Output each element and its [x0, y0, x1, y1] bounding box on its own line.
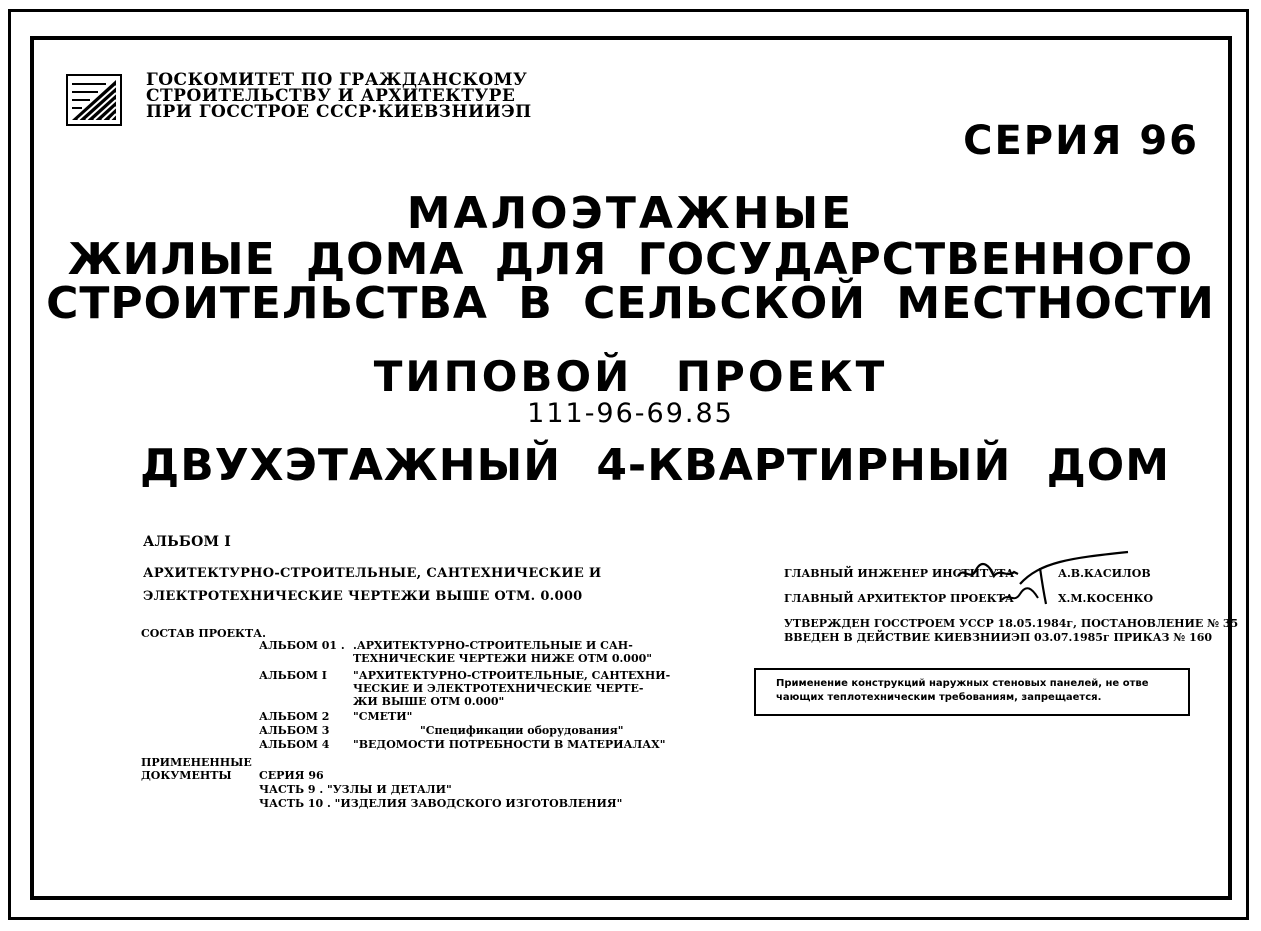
applied-documents-label: ДОКУМЕНТЫ [141, 769, 232, 782]
composition-item-name: АЛЬБОМ I [259, 669, 327, 682]
composition-item-text: "АРХИТЕКТУРНО-СТРОИТЕЛЬНЫЕ, САНТЕХНИ- [353, 669, 671, 682]
title-line-3: СТРОИТЕЛЬСТВА В СЕЛЬСКОЙ МЕСТНОСТИ [46, 278, 1215, 329]
org-line-3: ПРИ ГОССТРОЕ СССР·КИЕВЗНИИЭП [146, 102, 532, 122]
applied-document: СЕРИЯ 96 [259, 769, 324, 782]
project-number: 111-96-69.85 [527, 398, 734, 429]
signature-image [950, 548, 1140, 608]
org-line-1: ГОСКОМИТЕТ ПО ГРАЖДАНСКОМУ [146, 70, 528, 90]
house-word-3: ДОМ [1046, 440, 1170, 491]
composition-label: СОСТАВ ПРОЕКТА. [141, 627, 266, 640]
composition-item-text: ЧЕСКИЕ И ЭЛЕКТРОТЕХНИЧЕСКИЕ ЧЕРТЕ- [353, 682, 644, 695]
composition-item-text: .АРХИТЕКТУРНО-СТРОИТЕЛЬНЫЕ И САН- [353, 639, 633, 652]
applied-document: ЧАСТЬ 9 . "УЗЛЫ И ДЕТАЛИ" [259, 783, 452, 796]
applied-documents-label: ПРИМЕНЕННЫЕ [141, 756, 252, 769]
title-line-1: МАЛОЭТАЖНЫЕ [406, 188, 855, 239]
composition-item-name: АЛЬБОМ 4 [259, 738, 330, 751]
composition-item-name: АЛЬБОМ 2 [259, 710, 330, 723]
chief-engineer-role: ГЛАВНЫЙ ИНЖЕНЕР ИНСТИТУТА [784, 567, 1015, 580]
building-logo-icon [66, 74, 122, 126]
composition-item-name: АЛЬБОМ 3 [259, 724, 330, 737]
applied-document: ЧАСТЬ 10 . "ИЗДЕЛИЯ ЗАВОДСКОГО ИЗГОТОВЛЕНИЯ" [259, 797, 623, 810]
chief-architect-name: Х.М.КОСЕНКО [1058, 592, 1154, 605]
organization-name [146, 72, 532, 120]
notice-line-1: Применение конструкций наружных стеновых панелей, не отве [776, 678, 1149, 689]
org-line-2: СТРОИТЕЛЬСТВУ И АРХИТЕКТУРЕ [146, 86, 516, 106]
house-word-2: 4-КВАРТИРНЫЙ [596, 440, 1012, 491]
series-label: СЕРИЯ 96 [963, 118, 1199, 164]
approved-line: УТВЕРЖДЕН ГОССТРОЕМ УССР 18.05.1984г, ПОСТАНОВЛЕНИЕ № 35 [784, 617, 1239, 630]
album-heading: АЛЬБОМ I [143, 534, 232, 550]
album-description-line-1: АРХИТЕКТУРНО-СТРОИТЕЛЬНЫЕ, САНТЕХНИЧЕСКИЕ И [143, 566, 602, 581]
house-word-1: ДВУХЭТАЖНЫЙ [140, 440, 562, 491]
composition-item-name: АЛЬБОМ 01 . [259, 639, 345, 652]
album-description-line-2: ЭЛЕКТРОТЕХНИЧЕСКИЕ ЧЕРТЕЖИ ВЫШЕ ОТМ. 0.000 [143, 589, 583, 604]
house-type-title [140, 440, 1170, 491]
enacted-line: ВВЕДЕН В ДЕЙСТВИЕ КИЕВЗНИИЭП 03.07.1985г ПРИКАЗ № 160 [784, 631, 1213, 644]
composition-item-text: "СМЕТИ" [353, 710, 413, 723]
chief-architect-role: ГЛАВНЫЙ АРХИТЕКТОР ПРОЕКТА [784, 592, 1014, 605]
composition-item-text: "ВЕДОМОСТИ ПОТРЕБНОСТИ В МАТЕРИАЛАХ" [353, 738, 666, 751]
composition-item-text: ЖИ ВЫШЕ ОТМ 0.000" [353, 695, 505, 708]
notice-line-2: чающих теплотехническим требованиям, запрещается. [776, 692, 1102, 703]
title-line-2: ЖИЛЫЕ ДОМА ДЛЯ ГОСУДАРСТВЕННОГО [67, 234, 1194, 285]
chief-engineer-name: А.В.КАСИЛОВ [1058, 567, 1151, 580]
project-label: ТИПОВОЙ ПРОЕКТ [373, 352, 888, 401]
notice-box [754, 668, 1190, 716]
composition-item-text: "Спецификации оборудования" [420, 724, 624, 737]
composition-item-text: ТЕХНИЧЕСКИЕ ЧЕРТЕЖИ НИЖЕ ОТМ 0.000" [353, 652, 652, 665]
